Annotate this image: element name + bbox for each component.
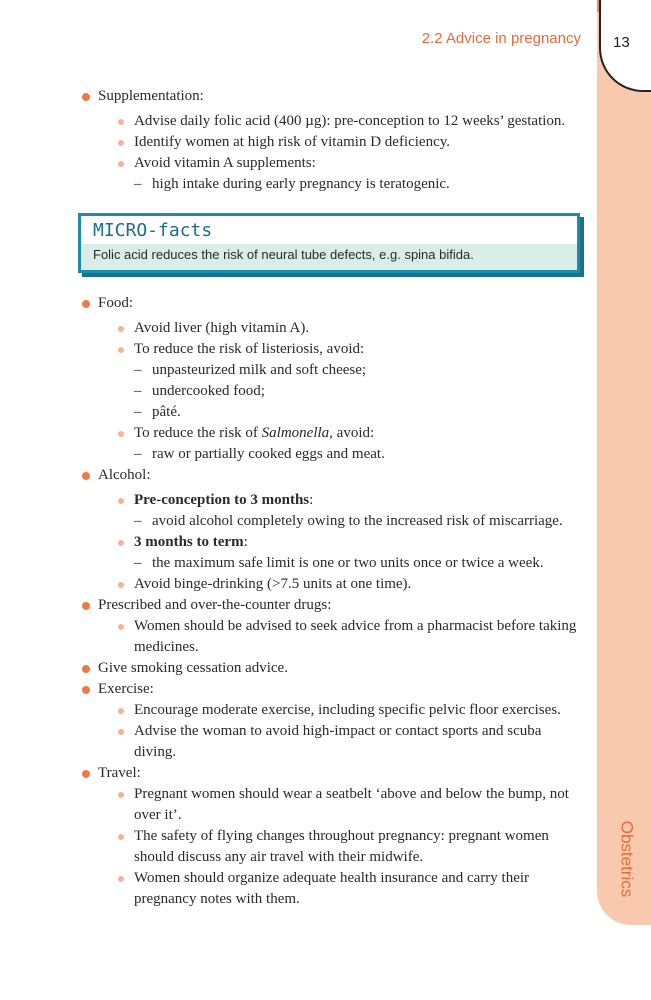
travel-heading: Travel: bbox=[78, 763, 578, 784]
travel-item: Women should organize adequate health insurance and carry their pregnancy notes with them. bbox=[134, 868, 578, 910]
alcohol-period-label: Pre-conception to 3 months bbox=[134, 492, 310, 508]
micro-facts-text: Folic acid reduces the risk of neural tube defects, e.g. spina bifida. bbox=[93, 247, 474, 262]
food-heading: Food: bbox=[78, 293, 578, 314]
alcohol-item: Avoid binge-drinking (>7.5 units at one time). bbox=[134, 574, 578, 595]
page-number: 13 bbox=[613, 34, 630, 51]
smoking-heading: Give smoking cessation advice. bbox=[78, 658, 578, 679]
supplementation-item: Identify women at high risk of vitamin D deficiency. bbox=[134, 132, 578, 153]
side-tab bbox=[597, 0, 651, 925]
alcohol-item: Pre-conception to 3 months: bbox=[134, 490, 578, 511]
alcohol-item: 3 months to term: bbox=[134, 532, 578, 553]
exercise-heading: Exercise: bbox=[78, 679, 578, 700]
food-subitem: – pâté. bbox=[134, 402, 578, 423]
drugs-heading: Prescribed and over-the-counter drugs: bbox=[78, 595, 578, 616]
page-body bbox=[78, 86, 578, 910]
alcohol-period-label: 3 months to term bbox=[134, 534, 244, 550]
drugs-item: Women should be advised to seek advice from a pharmacist before taking medicines. bbox=[134, 616, 578, 658]
travel-item: The safety of flying changes throughout pregnancy: pregnant women should discuss any air travel with their midwife. bbox=[134, 826, 578, 868]
exercise-item: Encourage moderate exercise, including specific pelvic floor exercises. bbox=[134, 700, 578, 721]
supplementation-item: Advise daily folic acid (400 µg): pre-conception to 12 weeks’ gestation. bbox=[134, 111, 578, 132]
food-subitem: – unpasteurized milk and soft cheese; bbox=[134, 360, 578, 381]
exercise-item: Advise the woman to avoid high-impact or contact sports and scuba diving. bbox=[134, 721, 578, 763]
food-item: Avoid liver (high vitamin A). bbox=[134, 318, 578, 339]
alcohol-heading: Alcohol: bbox=[78, 465, 578, 486]
food-item bbox=[134, 423, 578, 444]
chapter-side-label bbox=[596, 820, 651, 898]
micro-facts-title: MICRO-facts bbox=[81, 216, 577, 244]
travel-item: Pregnant women should wear a seatbelt ‘above and below the bump, not over it’. bbox=[134, 784, 578, 826]
food-item: To reduce the risk of listeriosis, avoid: bbox=[134, 339, 578, 360]
food-subitem: – undercooked food; bbox=[134, 381, 578, 402]
salmonella-term: Salmonella bbox=[261, 425, 330, 441]
supplementation-heading: Supplementation: bbox=[78, 86, 578, 107]
chapter-side-label-text: Obstetrics bbox=[617, 820, 636, 898]
micro-facts-box bbox=[78, 213, 580, 273]
supplementation-subitem: – high intake during early pregnancy is teratogenic. bbox=[134, 174, 578, 195]
running-head: 2.2 Advice in pregnancy bbox=[421, 30, 581, 47]
supplementation-item: Avoid vitamin A supplements: bbox=[134, 153, 578, 174]
food-item-text: To reduce the risk of bbox=[134, 425, 262, 441]
alcohol-subitem: – the maximum safe limit is one or two units once or twice a week. bbox=[134, 553, 578, 574]
food-item-text: , avoid: bbox=[329, 425, 375, 441]
alcohol-subitem: – avoid alcohol completely owing to the increased risk of miscarriage. bbox=[134, 511, 578, 532]
food-subitem: – raw or partially cooked eggs and meat. bbox=[134, 444, 578, 465]
